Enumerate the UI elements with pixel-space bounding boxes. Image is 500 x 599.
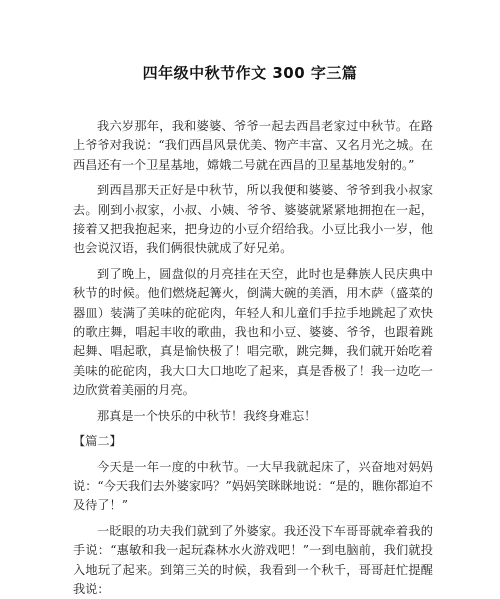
- section-two-paragraph-1: 今天是一年一度的中秋节。一大早我就起床了，兴奋地对妈妈说：“今天我们去外婆家吗？”妈妈笑眯眯地说：“是的，瞧你都迫不及待了！”: [73, 459, 433, 513]
- paragraph-1: 我六岁那年，我和婆婆、爷爷一起去西昌老家过中秋节。在路上爷爷对我说：“我们西昌风景优美、物产丰富、又名月光之城。在西昌还有一个卫星基地，嫦娥二号就在西昌的卫星基地发射的。”: [73, 119, 433, 172]
- section-two-paragraph-2: 一眨眼的功夫我们就到了外婆家。我还没下车哥哥就牵着我的手说：“惠敏和我一起玩森林水火游戏吧！”一到电脑前，我们就投入地玩了起来。到第三关的时候，我看到一个秋千，哥哥赶忙提醒我说：: [73, 523, 433, 596]
- document-title: 四年级中秋节作文 300 字三篇: [142, 64, 358, 82]
- document-body: [73, 117, 433, 599]
- paragraph-2: 到西昌那天正好是中秋节，所以我便和婆婆、爷爷到我小叔家去。刚到小叔家，小叔、小姨、爷爷、婆婆就紧紧地拥抱在一起，接着又把我抱起来，把身边的小豆介绍给我。小豆比我小一岁，他也会说汉语，我们俩很快就成了好兄弟。: [73, 183, 433, 256]
- section-two-heading: 【篇二】: [73, 434, 122, 449]
- paragraph-4: 那真是一个快乐的中秋节！我终身难忘！: [97, 408, 317, 423]
- paragraph-3: 到了晚上，圆盘似的月亮挂在天空，此时也是彝族人民庆典中秋节的时候。他们燃烧起篝火，倒满大碗的美酒，用木萨（盛菜的器皿）装满了美味的砣砣肉，年轻人和儿童们手拉手地跳起了欢快的歌庄舞，唱起丰收的歌曲，我也和小豆、婆婆、爷爷，也跟着跳起舞、唱起歌，真是愉快极了！唱完歌，跳完舞，我们就开始吃着美味的砣砣肉，我大口大口地吃了起来，真是香极了！我一边吃一边欣赏着美丽的月亮。: [73, 266, 433, 398]
